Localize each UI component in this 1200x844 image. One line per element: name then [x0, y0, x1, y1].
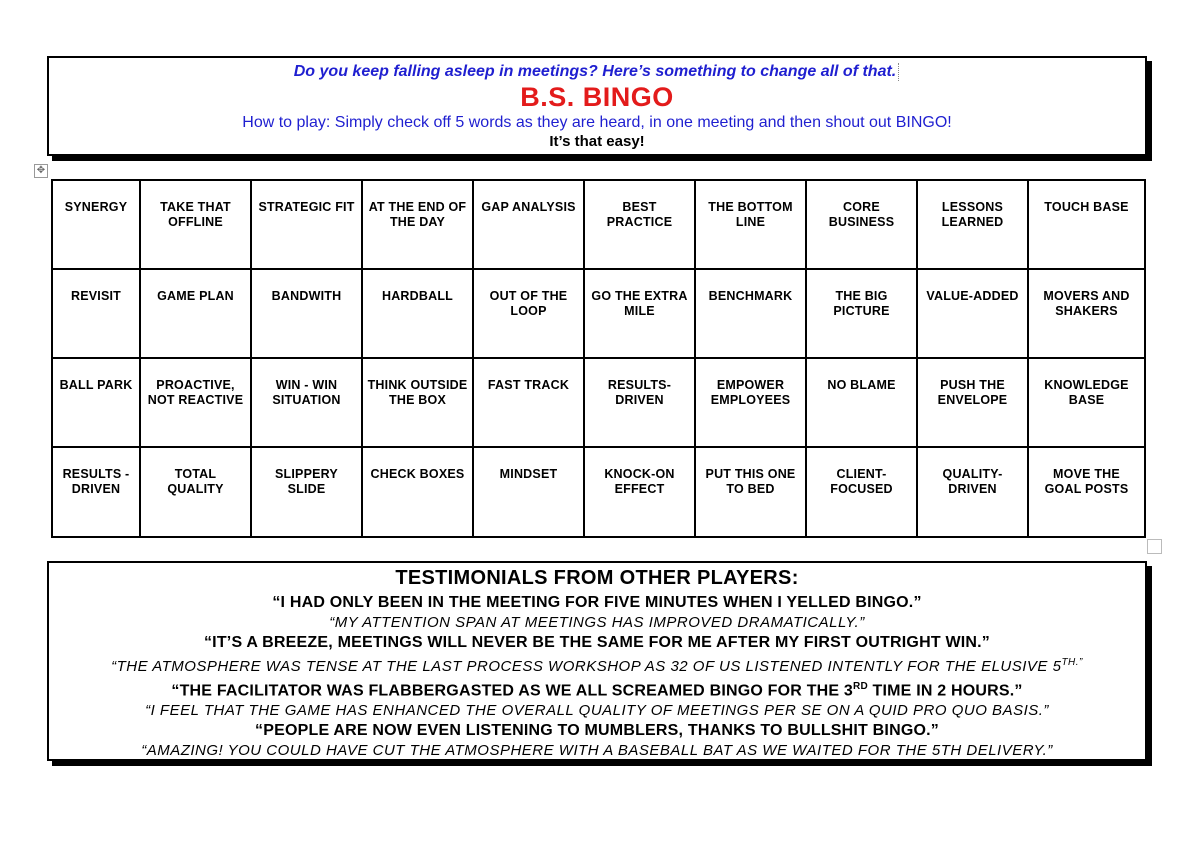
testimonial-4: “THE ATMOSPHERE WAS TENSE AT THE LAST PROCESS WORKSHOP AS 32 OF US LISTENED INTENTLY FOR THE ELUSIVE $5^{TH.”}$ [111, 657, 1083, 675]
bingo-cell[interactable]: MINDSET [474, 448, 585, 536]
bingo-cell[interactable]: BEST PRACTICE [585, 181, 696, 270]
bingo-cell[interactable]: NO BLAME [807, 359, 918, 448]
testimonial-7: “PEOPLE ARE NOW EVEN LISTENING TO MUMBLERS, THANKS TO BULLSHIT BINGO.” [255, 722, 939, 740]
easy-note: It’s that easy! [549, 133, 645, 151]
bingo-cell[interactable]: WIN - WIN SITUATION [252, 359, 363, 448]
bingo-cell[interactable]: GO THE EXTRA MILE [585, 270, 696, 359]
bingo-cell[interactable]: KNOWLEDGE BASE [1029, 359, 1144, 448]
tagline: Do you keep falling asleep in meetings? Here’s something to change all of that. [49, 63, 1145, 81]
bingo-cell[interactable]: CHECK BOXES [363, 448, 474, 536]
bingo-cell[interactable]: RESULTS - DRIVEN [53, 448, 141, 536]
bingo-cell[interactable]: TOUCH BASE [1029, 181, 1144, 270]
bingo-cell[interactable]: PROACTIVE, NOT REACTIVE [141, 359, 252, 448]
bingo-cell[interactable]: AT THE END OF THE DAY [363, 181, 474, 270]
bingo-cell[interactable]: PUSH THE ENVELOPE [918, 359, 1029, 448]
bingo-grid [51, 179, 1146, 538]
testimonial-2: “MY ATTENTION SPAN AT MEETINGS HAS IMPROVED DRAMATICALLY.” [329, 614, 865, 631]
how-to-play: How to play: Simply check off 5 words as they are heard, in one meeting and then shout out BINGO! [242, 114, 952, 132]
bingo-cell[interactable]: MOVERS AND SHAKERS [1029, 270, 1144, 359]
bingo-cell[interactable]: FAST TRACK [474, 359, 585, 448]
bingo-cell[interactable]: GAME PLAN [141, 270, 252, 359]
bingo-cell[interactable]: CORE BUSINESS [807, 181, 918, 270]
bingo-cell[interactable]: SLIPPERY SLIDE [252, 448, 363, 536]
bingo-cell[interactable]: STRATEGIC FIT [252, 181, 363, 270]
bingo-cell[interactable]: HARDBALL [363, 270, 474, 359]
move-cross-icon[interactable]: ✥ [34, 164, 48, 178]
bingo-cell[interactable]: MOVE THE GOAL POSTS [1044, 467, 1129, 496]
bingo-cell[interactable]: BANDWITH [252, 270, 363, 359]
bingo-cell[interactable]: RESULTS-DRIVEN [585, 359, 696, 448]
bingo-cell[interactable]: TOTAL QUALITY [141, 448, 252, 536]
testimonial-6: “I FEEL THAT THE GAME HAS ENHANCED THE OVERALL QUALITY OF MEETINGS PER SE ON A QUID PRO QUO BASIS.” [145, 702, 1049, 720]
text-cursor-icon [898, 63, 900, 81]
bingo-cell[interactable]: OUT OF THE LOOP [474, 270, 585, 359]
bingo-cell[interactable]: THINK OUTSIDE THE BOX [363, 359, 474, 448]
header-box [47, 56, 1147, 156]
bingo-cell[interactable]: GAP ANALYSIS [474, 181, 585, 270]
bingo-cell[interactable]: BALL PARK [53, 359, 141, 448]
bingo-cell[interactable]: CLIENT-FOCUSED [807, 448, 918, 536]
testimonial-3: “IT’S A BREEZE, MEETINGS WILL NEVER BE THE SAME FOR ME AFTER MY FIRST OUTRIGHT WIN.” [203, 634, 990, 651]
bingo-cell[interactable]: EMPOWER EMPLOYEES [696, 359, 807, 448]
bingo-cell[interactable]: QUALITY-DRIVEN [918, 448, 1029, 536]
bingo-cell[interactable]: PUT THIS ONE TO BED [696, 448, 807, 536]
testimonial-8: “AMAZING! YOU COULD HAVE CUT THE ATMOSPHERE WITH A BASEBALL BAT AS WE WAITED FOR THE 5TH DELIVERY.” [141, 742, 1053, 760]
testimonial-5: “THE FACILITATOR WAS FLABBERGASTED AS WE ALL SCREAMED BINGO FOR THE 3RD TIME IN 2 HOURS.” [171, 681, 1023, 700]
bingo-cell[interactable]: VALUE-ADDED [918, 270, 1029, 359]
bingo-cell[interactable]: THE BOTTOM LINE [696, 181, 807, 270]
bingo-cell[interactable]: THE BIG PICTURE [807, 270, 918, 359]
resize-square-icon[interactable] [1147, 539, 1162, 554]
page-title: B.S. BINGO [520, 82, 674, 113]
testimonials-box [47, 561, 1147, 761]
bingo-cell[interactable]: TAKE THAT OFFLINE [141, 181, 252, 270]
bingo-cell[interactable]: SYNERGY [53, 181, 141, 270]
bingo-cell[interactable]: LESSONS LEARNED [918, 181, 1029, 270]
bingo-cell[interactable]: KNOCK-ON EFFECT [585, 448, 696, 536]
testimonials-heading: TESTIMONIALS FROM OTHER PLAYERS: [395, 567, 799, 589]
testimonial-1: “I HAD ONLY BEEN IN THE MEETING FOR FIVE MINUTES WHEN I YELLED BINGO.” [272, 594, 922, 611]
bingo-cell[interactable]: REVISIT [53, 270, 141, 359]
bingo-cell[interactable]: BENCHMARK [696, 270, 807, 359]
